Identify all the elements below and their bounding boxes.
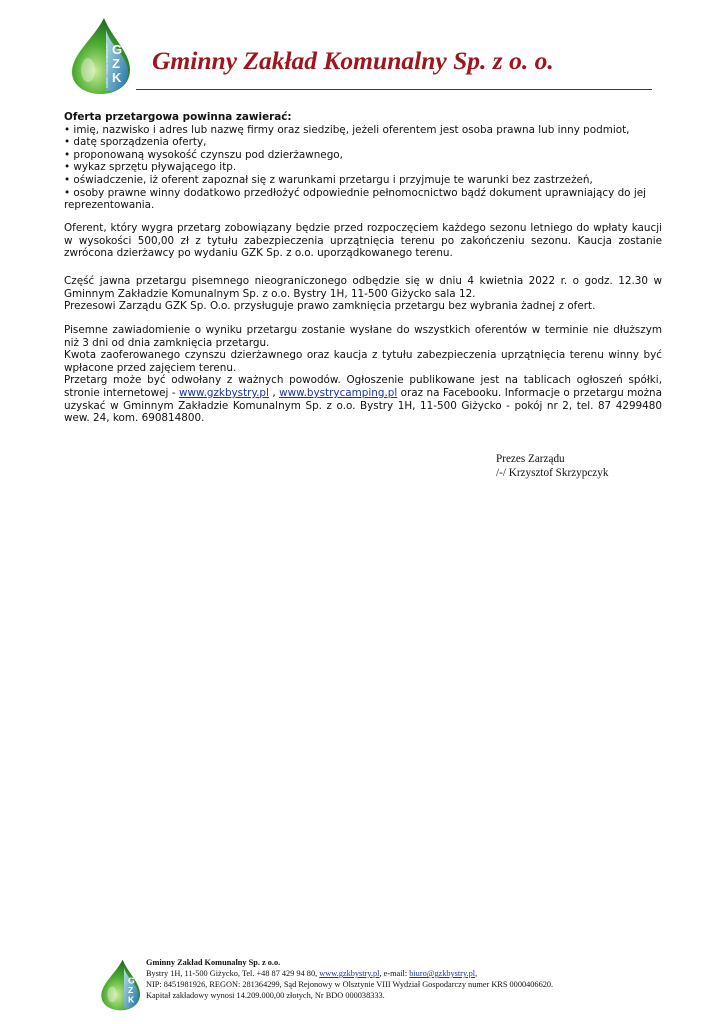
footer-logo-letter-z: Z — [128, 985, 134, 995]
footer-capital: Kapitał zakładowy wynosi 14.209.000,00 złotych, Nr BDO 000038333. — [146, 991, 385, 1000]
tender-opening-text: Część jawna przetargu pisemnego nieograniczonego odbędzie się w dniu 4 kwietnia 2022 r. o godz. 12.30 w Gminnym Zakładzie Komunalnym Sp. z o.o. Bystry 1H, 11-500 Giżycko sala 12. — [64, 275, 662, 300]
offer-requirements-heading: Oferta przetargowa powinna zawierać: — [64, 111, 292, 123]
requirement-item: • proponowaną wysokość czynszu pod dzierżawnego, — [64, 148, 343, 161]
footer-address: Bystry 1H, 11-500 Giżycko, Tel. +48 87 429 94 80, — [146, 969, 320, 978]
footer-email-label: , e-mail: — [379, 969, 410, 978]
notification-paragraph — [64, 324, 662, 425]
footer-logo-letter-g: G — [128, 975, 135, 986]
payment-text: Kwota zaoferowanego czynszu dzierżawnego oraz kaucja z tytułu zabezpieczenia uprzątnięcia terenu winny być wpłacone przed zajęciem terenu. — [64, 349, 662, 374]
requirement-item: • datę sporządzenia oferty, — [64, 136, 207, 149]
footer-email-comma: , — [475, 969, 478, 978]
footer-logo-letter-k: K — [128, 994, 135, 1005]
deposit-paragraph: Oferent, który wygra przetarg zobowiązany będzie przed rozpoczęciem każdego sezonu letniego do wpłaty kaucji w wysokości 500,00 zł z tytułu zabezpieczenia uprzątnięcia terenu po zakończeniu sezonu. Kaucja zostanie zwrócona dzierżawcy po wydaniu GZK Sp. z o.o. uporządkowanego terenu. — [64, 222, 662, 260]
tender-opening-paragraph — [64, 275, 662, 313]
footer-website-link[interactable]: www.gzkbystry.pl — [319, 969, 380, 978]
requirement-item: • imię, nazwisko i adres lub nazwę firmy oraz siedzibę, jeżeli oferentem jest osoba prawna lub inny podmiot, — [64, 123, 630, 136]
notification-text: Pisemne zawiadomienie o wyniku przetargu zostanie wysłane do wszystkich oferentów w terminie nie dłuższym niż 3 dni od dnia zamknięcia przetargu. — [64, 324, 662, 349]
tender-closing-right-text: Prezesowi Zarządu GZK Sp. O.o. przysługuje prawo zamknięcia przetargu bez wybrania żadnej z ofert. — [64, 300, 596, 313]
offer-requirements — [64, 111, 664, 212]
logo-letter-k: K — [112, 70, 122, 85]
requirement-item: • oświadczenie, iż oferent zapoznał się z warunkami przetargu i przyjmuje te warunki bez zastrzeżeń, — [64, 173, 593, 186]
gzk-logo — [64, 16, 136, 96]
footer-gzk-logo — [96, 958, 144, 1012]
signature-block — [496, 452, 608, 480]
gzkbystry-link[interactable]: www.gzkbystry.pl — [179, 386, 269, 399]
requirement-item: • wykaz sprzętu pływającego itp. — [64, 161, 237, 174]
footer — [146, 957, 553, 1001]
bystrycamping-link[interactable]: www.bystrycamping.pl — [279, 386, 398, 399]
signature-title: Prezes Zarządu — [496, 453, 565, 465]
logo-letter-g: G — [112, 42, 123, 57]
logo-letter-z: Z — [112, 56, 120, 71]
footer-address-line — [146, 968, 553, 979]
link-separator: , — [268, 386, 280, 399]
header-divider — [136, 89, 652, 90]
signature-name: /-/ Krzysztof Skrzypczyk — [496, 467, 609, 479]
requirement-item: • osoby prawne winny dodatkowo przedłożyć odpowiednie pełnomocnictwo bądź dokument uprawniający do jej reprezentowania. — [64, 186, 646, 212]
cancellation-text: Przetarg może być odwołany z ważnych powodów. Ogłoszenie publikowane jest na tablicach ogłoszeń spółki, stronie internetowej - — [64, 374, 662, 399]
logo-vertical-text: GMINNY ZAKŁAD KOMUNALNY — [105, 43, 109, 88]
footer-registry: NIP: 8451981926, REGON: 281364299, Sąd Rejonowy w Olsztynie VIII Wydział Gospodarczy numer KRS 0000406620. — [146, 980, 554, 989]
cancellation-info-text — [64, 374, 662, 424]
footer-email-link[interactable]: biuro@gzkbystry.pl — [409, 969, 476, 978]
contact-info-text: oraz na Facebooku. Informacje o przetargu można uzyskać w Gminnym Zakładzie Komunalnym Sp. z o.o. Bystry 1H, 11-500 Giżycko - pokój nr 2, tel. 87 4299480 wew. 24, kom. 690814800. — [64, 386, 662, 425]
company-title: Gminny Zakład Komunalny Sp. z o. o. — [152, 46, 554, 75]
footer-company-name: Gminny Zakład Komunalny Sp. z o.o. — [146, 958, 281, 967]
